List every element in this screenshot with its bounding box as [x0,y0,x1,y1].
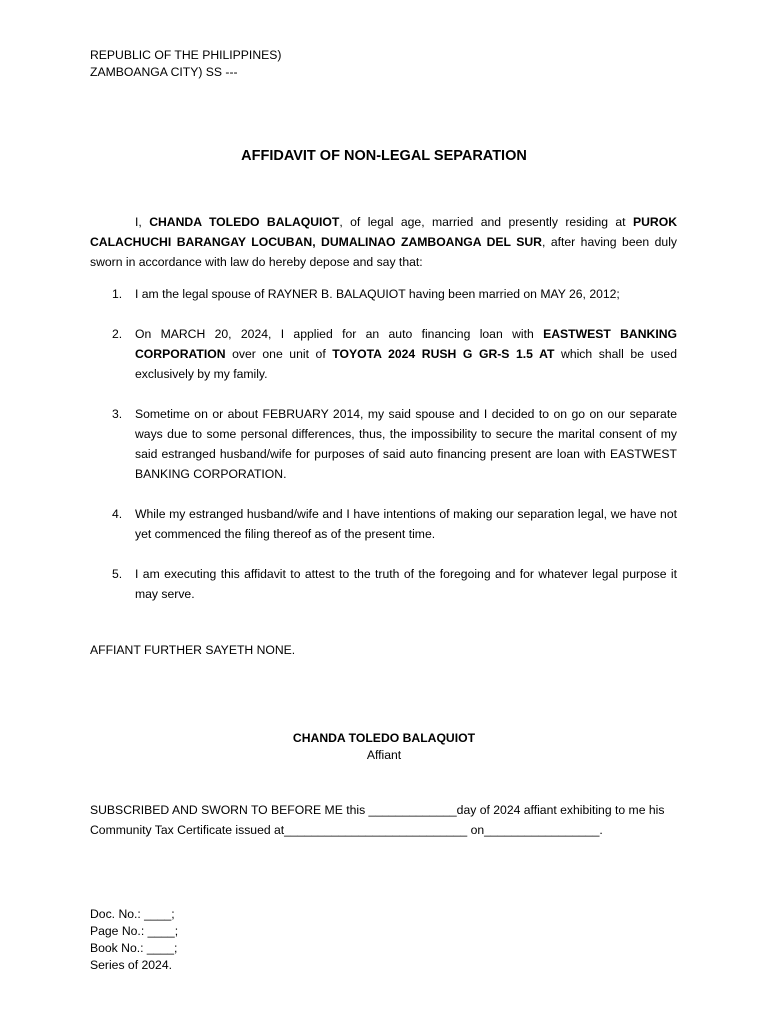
statement-item [90,404,677,484]
venue-line-1: REPUBLIC OF THE PHILIPPINES) [90,48,282,62]
statement-item [90,324,677,384]
item-text: While my estranged husband/wife and I have intentions of making our separation legal, we have not yet commenced the filing thereof as of the present time. [135,507,677,541]
item-number: 3. [112,407,123,421]
doc-number: Doc. No.: ____; [90,907,175,921]
venue-line-2: ZAMBOANGA CITY) SS --- [90,65,238,79]
statement-list [90,284,677,624]
statement-item [90,564,677,604]
item-text: I am executing this affidavit to attest to the truth of the foregoing and for whatever legal purpose it may serve. [135,567,677,601]
bank-name: EASTWEST BANKING CORPORATION [135,327,677,361]
intro-text-3: , after having been duly sworn in accordance with law do hereby depose and say that: [90,235,678,269]
book-number: Book No.: ____; [90,941,178,955]
signatory-role: Affiant [366,748,402,762]
jurat-line-1: SUBSCRIBED AND SWORN TO BEFORE ME this _____________day of 2024 affiant exhibiting to me his [90,803,665,817]
vehicle-name: TOYOTA 2024 RUSH G GR-S 1.5 AT [332,347,555,361]
item-text: Sometime on or about FEBRUARY 2014, my said spouse and I decided to on go on our separate ways due to some personal differences, thus, the impossibility to secure the marital consent of my said estranged husband/wife for purposes of said auto financing present are loan with EASTWEST BANKING CORPORATION. [135,407,677,481]
item-text [135,327,677,381]
signature-block [0,730,768,764]
notarial-register [90,906,178,974]
intro-paragraph [90,212,677,272]
affiant-address: PUROK CALACHUCHI BARANGAY LOCUBAN, DUMALINAO ZAMBOANGA DEL SUR [90,215,677,249]
series-year: Series of 2024. [90,958,172,972]
document-title: AFFIDAVIT OF NON-LEGAL SEPARATION [241,148,527,164]
statement-item [90,284,677,304]
jurat-block [90,800,690,840]
item-text-part: over one unit of [225,347,333,361]
item-number: 1. [112,287,123,301]
page-number: Page No.: ____; [90,924,179,938]
venue-block [90,47,281,81]
item-text-part: On MARCH 20, 2024, I applied for an auto financing loan with [135,327,544,341]
intro-text-1: I, [135,215,150,229]
item-text-part: which shall be used exclusively by my family. [135,347,677,381]
item-number: 4. [112,507,123,521]
statement-item [90,504,677,544]
intro-text-2: , of legal age, married and presently residing at [339,215,633,229]
item-number: 5. [112,567,123,581]
jurat-line-2: Community Tax Certificate issued at___________________________ on_________________. [90,823,603,837]
signatory-name: CHANDA TOLEDO BALAQUIOT [292,731,476,745]
item-text: I am the legal spouse of RAYNER B. BALAQUIOT having been married on MAY 26, 2012; [135,287,620,301]
item-number: 2. [112,327,123,341]
closing-statement: AFFIANT FURTHER SAYETH NONE. [90,643,296,657]
affiant-name: CHANDA TOLEDO BALAQUIOT [149,215,340,229]
